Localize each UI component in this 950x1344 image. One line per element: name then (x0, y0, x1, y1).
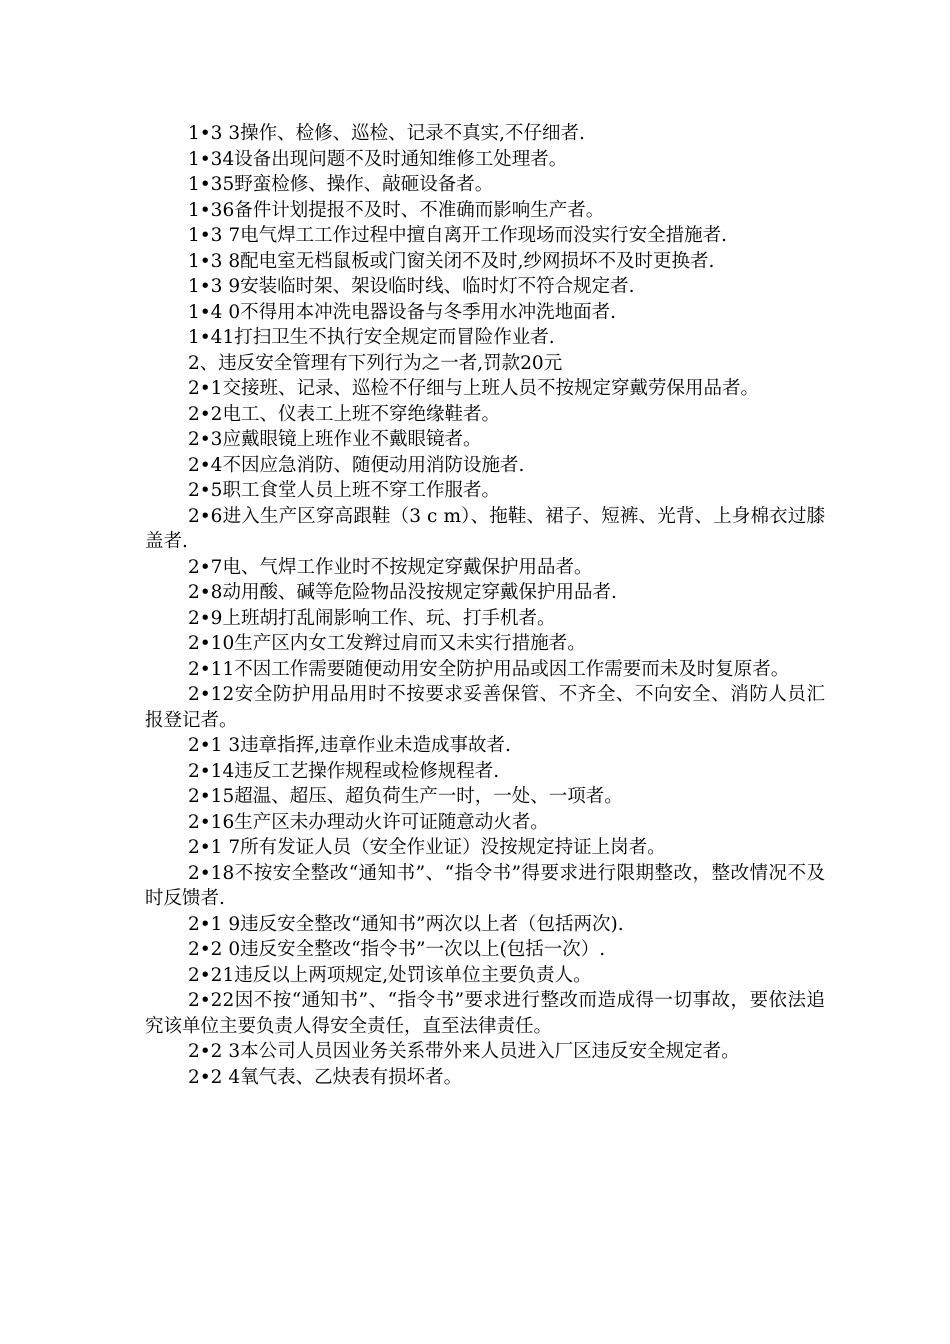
paragraph-1-41: 1•41打扫卫生不执行安全规定而冒险作业者. (188, 327, 555, 348)
paragraph-2-24: 2•2 4氧气表、乙炔表有损坏者。 (188, 1066, 463, 1088)
paragraph-1-36: 1•36备件计划提报不及时、不准确而影响生产者。 (188, 199, 605, 221)
paragraph-2-6: 2•6进入生产区穿高跟鞋（3 c m）、拖鞋、裙子、短裤、光背、上身棉衣过膝盖者. (145, 505, 825, 552)
paragraph-1-35: 1•35野蛮检修、操作、敲砸设备者。 (188, 174, 494, 195)
paragraph-1-33: 1•3 3操作、检修、巡检、记录不真实,不仔细者. (188, 123, 585, 144)
paragraph-1-39: 1•3 9安装临时架、架设临时线、临时灯不符合规定者. (188, 276, 635, 297)
paragraph-1-40: 1•4 0不得用本冲洗电器设备与冬季用水冲洗地面者. (188, 301, 616, 323)
paragraph-2-20: 2•2 0违反安全整改“指令书”一次以上(包括一次）. (188, 939, 606, 960)
paragraph-2-14: 2•14违反工艺操作规程或检修规程者. (188, 760, 500, 782)
paragraph-2-12: 2•12安全防护用品用时不按要求妥善保管、不齐全、不向安全、消防人员汇报登记者。 (145, 684, 825, 731)
paragraph-2-9: 2•9上班胡打乱闹影响工作、玩、打手机者。 (188, 607, 556, 629)
paragraph-1-37: 1•3 7电气焊工工作过程中擅自离开工作现场而没实行安全措施者. (188, 225, 727, 246)
paragraph-2-11: 2•11不因工作需要随便动用安全防护用品或因工作需要而未及时复原者。 (188, 658, 790, 680)
document-body (145, 121, 825, 1090)
paragraph-2-16: 2•16生产区未办理动火许可证随意动火者。 (188, 811, 549, 833)
paragraph-2-15: 2•15超温、超压、超负荷生产一时，一处、一项者。 (188, 786, 623, 807)
paragraph-2-7: 2•7电、气焊工作业时不按规定穿戴保护用品者。 (188, 556, 593, 578)
paragraph-2-23: 2•2 3本公司人员因业务关系带外来人员进入厂区违反安全规定者。 (188, 1041, 740, 1062)
paragraph-2-13: 2•1 3违章指挥,违章作业未造成事故者. (188, 735, 511, 756)
paragraph-2-5: 2•5职工食堂人员上班不穿工作服者。 (188, 480, 500, 501)
section-heading-2: 2、违反安全管理有下列行为之一者,罚款20元 (188, 352, 563, 374)
paragraph-1-38: 1•3 8配电室无档鼠板或门窗关闭不及时,纱网损坏不及时更换者. (188, 250, 715, 272)
paragraph-2-8: 2•8动用酸、碱等危险物品没按规定穿戴保护用品者. (188, 582, 617, 603)
paragraph-2-10: 2•10生产区内女工发辫过肩而又未实行措施者。 (188, 633, 586, 654)
paragraph-2-17: 2•1 7所有发证人员（安全作业证）没按规定持证上岗者。 (188, 837, 666, 858)
paragraph-2-18: 2•18不按安全整改“通知书”、“指令书”得要求进行限期整改，整改情况不及时反馈者. (145, 862, 825, 909)
paragraph-1-34: 1•34设备出现问题不及时通知维修工处理者。 (188, 148, 568, 170)
paragraph-2-4: 2•4不因应急消防、随便动用消防设施者. (188, 454, 525, 476)
paragraph-2-19: 2•1 9违反安全整改“通知书”两次以上者（包括两次). (188, 913, 624, 935)
paragraph-2-22: 2•22因不按“通知书”、“指令书”要求进行整改而造成得一切事故，要依法追究该单位主要负责人得安全责任，直至法律责任。 (145, 990, 825, 1037)
paragraph-2-1: 2•1交接班、记录、巡检不仔细与上班人员不按规定穿戴劳保用品者。 (188, 378, 759, 399)
paragraph-2-21: 2•21违反以上两项规定,处罚该单位主要负责人。 (188, 964, 592, 986)
paragraph-2-3: 2•3应戴眼镜上班作业不戴眼镜者。 (188, 429, 482, 450)
paragraph-2-2: 2•2电工、仪表工上班不穿绝缘鞋者。 (188, 403, 500, 425)
